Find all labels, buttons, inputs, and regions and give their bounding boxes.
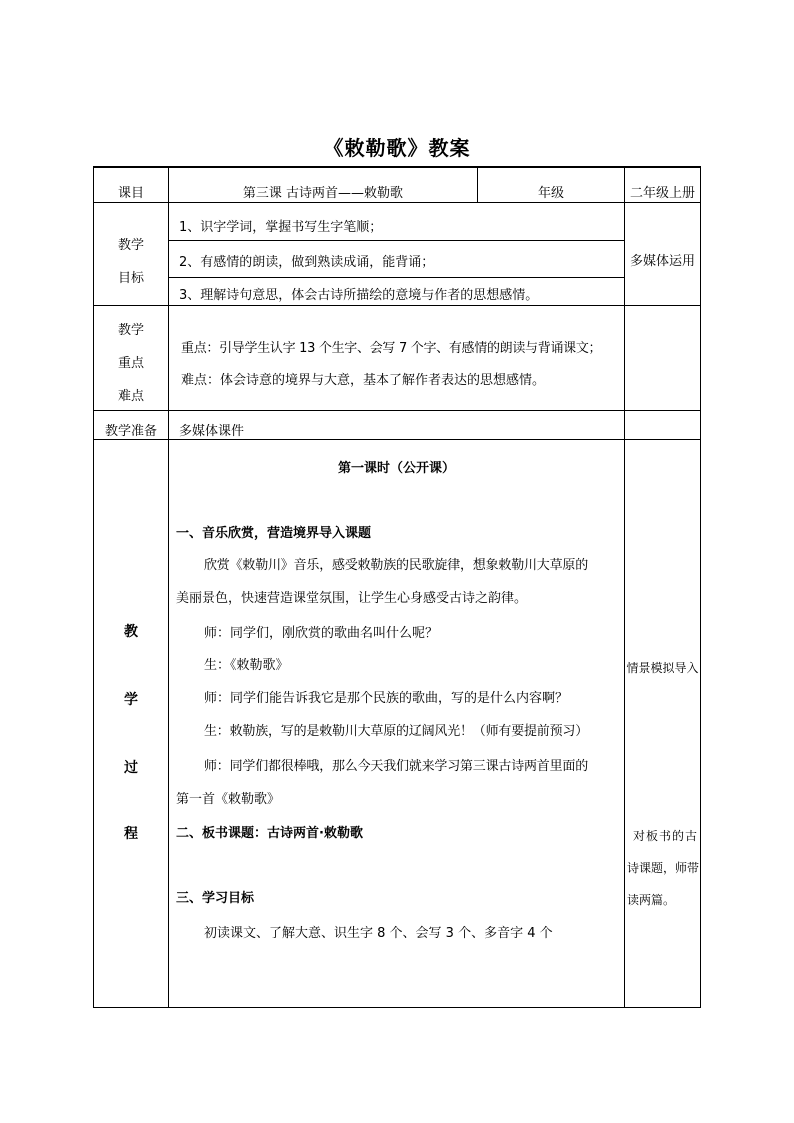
dialogue-line: 生：《敕勒歌》 bbox=[204, 658, 289, 673]
key-point-text: 重点：引导学生认字 13 个生字、会写 7 个字、有感情的朗读与背诵课文； bbox=[181, 341, 602, 356]
process-label-char: 程 bbox=[124, 826, 138, 842]
key-label-line1: 教学 bbox=[117, 323, 144, 338]
side-note: 诗课题，师带 bbox=[627, 861, 700, 875]
section2-heading: 二、板书课题：古诗两首·敕勒歌 bbox=[176, 826, 363, 841]
key-label-line2: 重点 bbox=[117, 356, 144, 371]
table-border-bottom bbox=[93, 1007, 701, 1008]
section3-text: 初读课文、了解大意、识生字 8 个、会写 3 个、多音字 4 个 bbox=[204, 926, 553, 941]
table-row-divider bbox=[93, 305, 701, 306]
table-border-right bbox=[700, 166, 701, 1008]
table-column-divider bbox=[624, 166, 625, 1008]
goal-item: 1、识字学词，掌握书写生字笔顺； bbox=[179, 220, 383, 235]
goal-separator bbox=[168, 240, 624, 241]
difficulty-text: 难点：体会诗意的境界与大意，基本了解作者表达的思想感情。 bbox=[181, 373, 546, 388]
process-label-char: 学 bbox=[124, 692, 138, 708]
table-column-divider bbox=[168, 166, 169, 1008]
section3-heading: 三、学习目标 bbox=[176, 891, 255, 906]
prep-label: 教学准备 bbox=[104, 424, 157, 439]
goals-label-line1: 教学 bbox=[117, 238, 144, 253]
side-note: 读两篇。 bbox=[627, 893, 676, 907]
document-title: 《敕勒歌》教案 bbox=[323, 136, 471, 160]
goal-separator bbox=[168, 277, 624, 278]
lesson-value: 第三课 古诗两首——敕勒歌 bbox=[242, 186, 404, 201]
grade-label: 年级 bbox=[537, 186, 564, 201]
table-border-left bbox=[93, 166, 94, 1008]
process-label-char: 教 bbox=[124, 624, 138, 640]
prep-value: 多媒体课件 bbox=[179, 424, 245, 439]
dialogue-line: 师：同学们能告诉我它是那个民族的歌曲，写的是什么内容啊？ bbox=[204, 691, 569, 706]
table-border-top bbox=[93, 166, 701, 168]
dialogue-line: 师：同学们都很棒哦，那么今天我们就来学习第三课古诗两首里面的 bbox=[204, 759, 589, 774]
dialogue-line: 师：同学们，刚欣赏的歌曲名叫什么呢？ bbox=[204, 626, 439, 641]
goals-label-line2: 目标 bbox=[117, 271, 144, 286]
side-note: 对板书的古 bbox=[633, 829, 699, 843]
dialogue-line: 生：敕勒族，写的是敕勒川大草原的辽阔风光！（师有要提前预习） bbox=[204, 724, 589, 739]
period-title: 第一课时（公开课） bbox=[337, 461, 455, 476]
paragraph-line: 美丽景色，快速营造课堂氛围，让学生心身感受古诗之韵律。 bbox=[176, 591, 528, 606]
lesson-label: 课目 bbox=[117, 186, 144, 201]
table-row-divider bbox=[93, 202, 701, 203]
goals-note: 多媒体运用 bbox=[629, 254, 695, 269]
process-label-char: 过 bbox=[124, 760, 138, 776]
key-label-line3: 难点 bbox=[117, 389, 144, 404]
goal-item: 3、理解诗句意思，体会古诗所描绘的意境与作者的思想感情。 bbox=[179, 288, 539, 303]
goal-item: 2、有感情的朗读，做到熟读成诵，能背诵； bbox=[179, 255, 435, 270]
table-row-divider bbox=[93, 410, 701, 411]
grade-value: 二年级上册 bbox=[629, 186, 695, 201]
dialogue-line: 第一首《敕勒歌》 bbox=[176, 792, 281, 807]
side-note: 情景模拟导入 bbox=[626, 661, 699, 675]
section1-heading: 一、音乐欣赏，营造境界导入课题 bbox=[176, 526, 372, 541]
paragraph-line: 欣赏《敕勒川》音乐，感受敕勒族的民歌旋律，想象敕勒川大草原的 bbox=[204, 558, 589, 573]
